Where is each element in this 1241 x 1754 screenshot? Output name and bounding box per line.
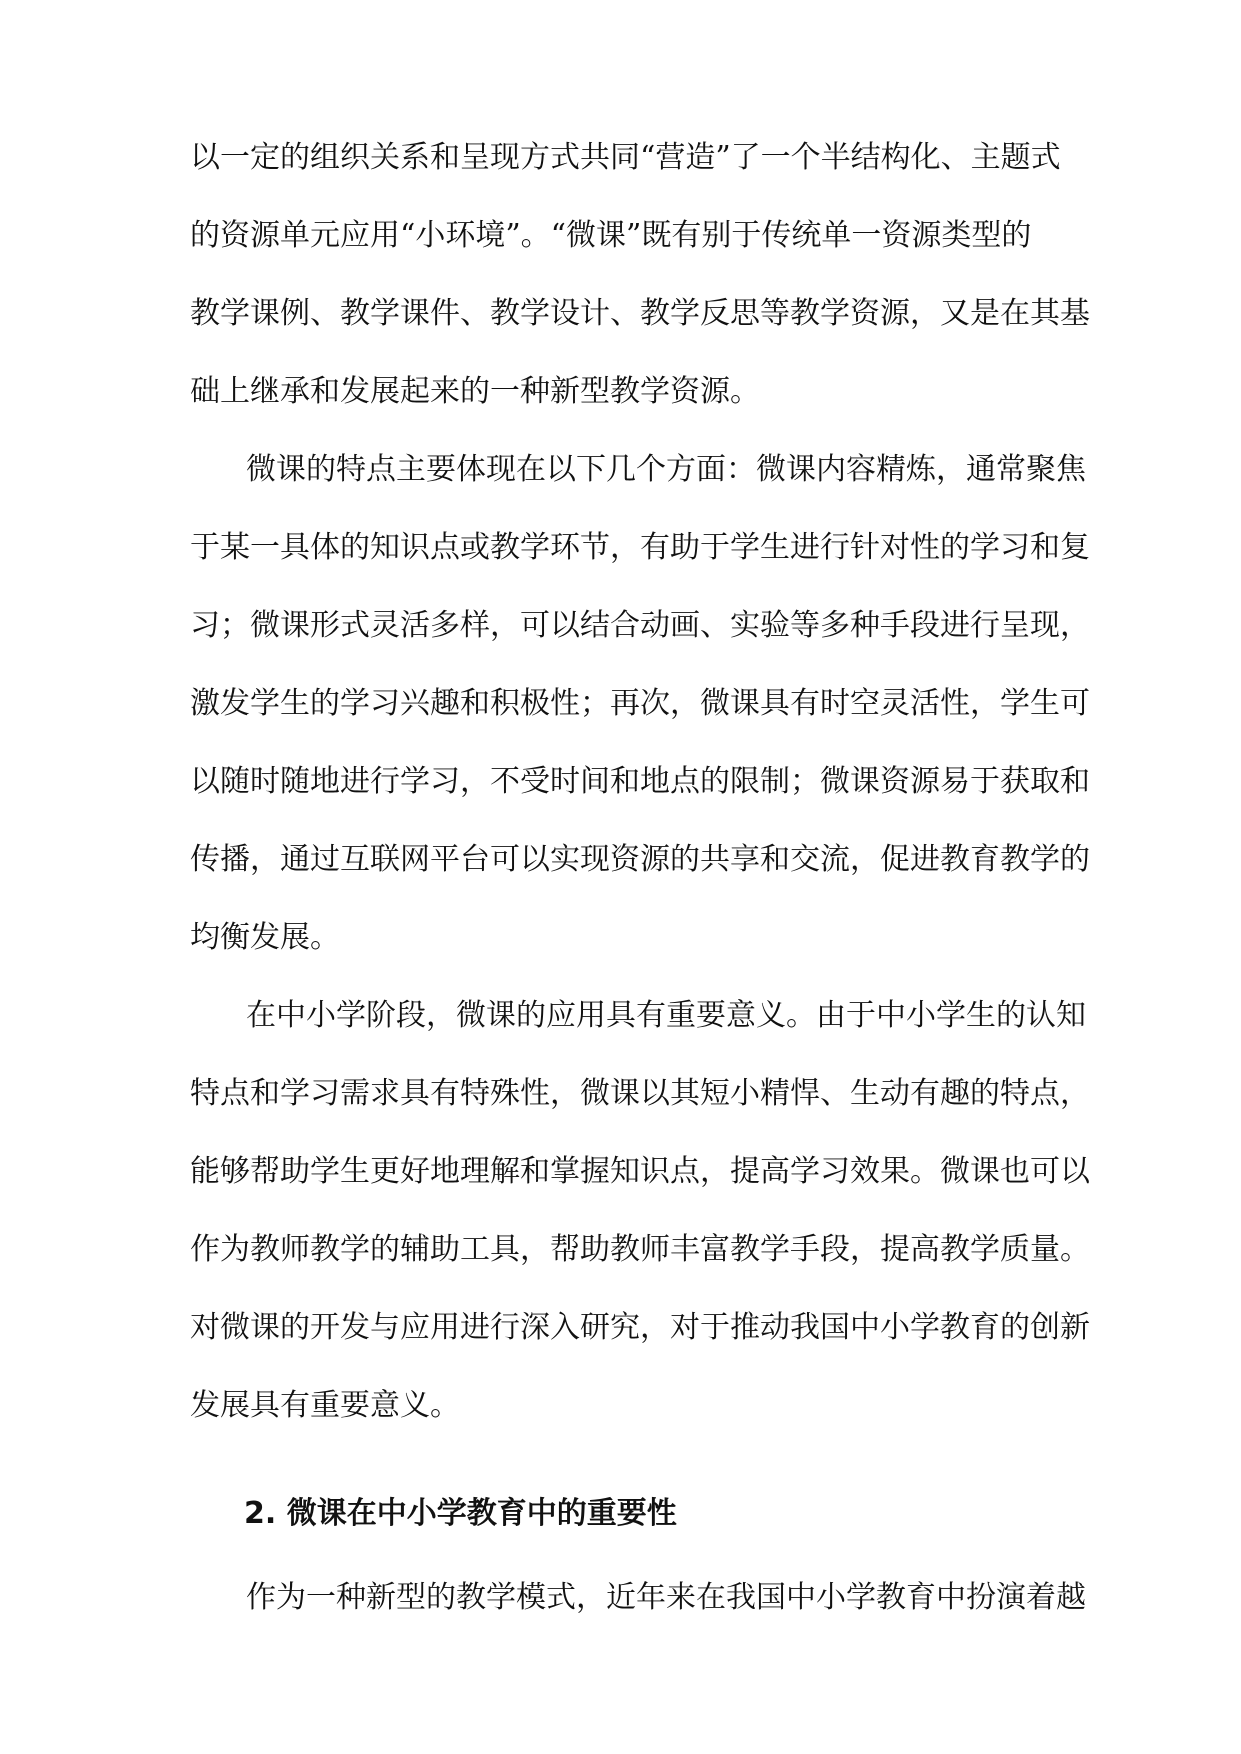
paragraph-line: 作为一种新型的教学模式，近年来在我国中小学教育中扮演着越 (246, 1580, 1086, 1615)
paragraph-line: 作为教师教学的辅助工具，帮助教师丰富教学手段，提高教学质量。 (190, 1232, 1090, 1267)
paragraph-line: 发展具有重要意义。 (190, 1388, 460, 1423)
paragraph-line: 础上继承和发展起来的一种新型教学资源。 (190, 374, 760, 409)
paragraph-line: 以随时随地进行学习，不受时间和地点的限制；微课资源易于获取和 (190, 764, 1090, 799)
section-heading: 2. 微课在中小学教育中的重要性 (244, 1496, 677, 1531)
paragraph-line: 能够帮助学生更好地理解和掌握知识点，提高学习效果。微课也可以 (190, 1154, 1090, 1189)
paragraph-line: 微课的特点主要体现在以下几个方面：微课内容精炼，通常聚焦 (246, 452, 1086, 487)
paragraph-line: 均衡发展。 (190, 920, 340, 955)
paragraph-line: 对微课的开发与应用进行深入研究，对于推动我国中小学教育的创新 (190, 1310, 1090, 1345)
paragraph-line: 的资源单元应用“小环境”。“微课”既有别于传统单一资源类型的 (190, 218, 1032, 253)
paragraph-line: 传播，通过互联网平台可以实现资源的共享和交流，促进教育教学的 (190, 842, 1090, 877)
paragraph-line: 以一定的组织关系和呈现方式共同“营造”了一个半结构化、主题式 (190, 140, 1061, 175)
paragraph-line: 习；微课形式灵活多样，可以结合动画、实验等多种手段进行呈现， (190, 608, 1090, 643)
paragraph-line: 特点和学习需求具有特殊性，微课以其短小精悍、生动有趣的特点， (190, 1076, 1090, 1111)
paragraph-line: 激发学生的学习兴趣和积极性；再次，微课具有时空灵活性，学生可 (190, 686, 1090, 721)
paragraph-line: 在中小学阶段，微课的应用具有重要意义。由于中小学生的认知 (246, 998, 1086, 1033)
paragraph-line: 于某一具体的知识点或教学环节，有助于学生进行针对性的学习和复 (190, 530, 1090, 565)
paragraph-line: 教学课例、教学课件、教学设计、教学反思等教学资源，又是在其基 (190, 296, 1090, 331)
